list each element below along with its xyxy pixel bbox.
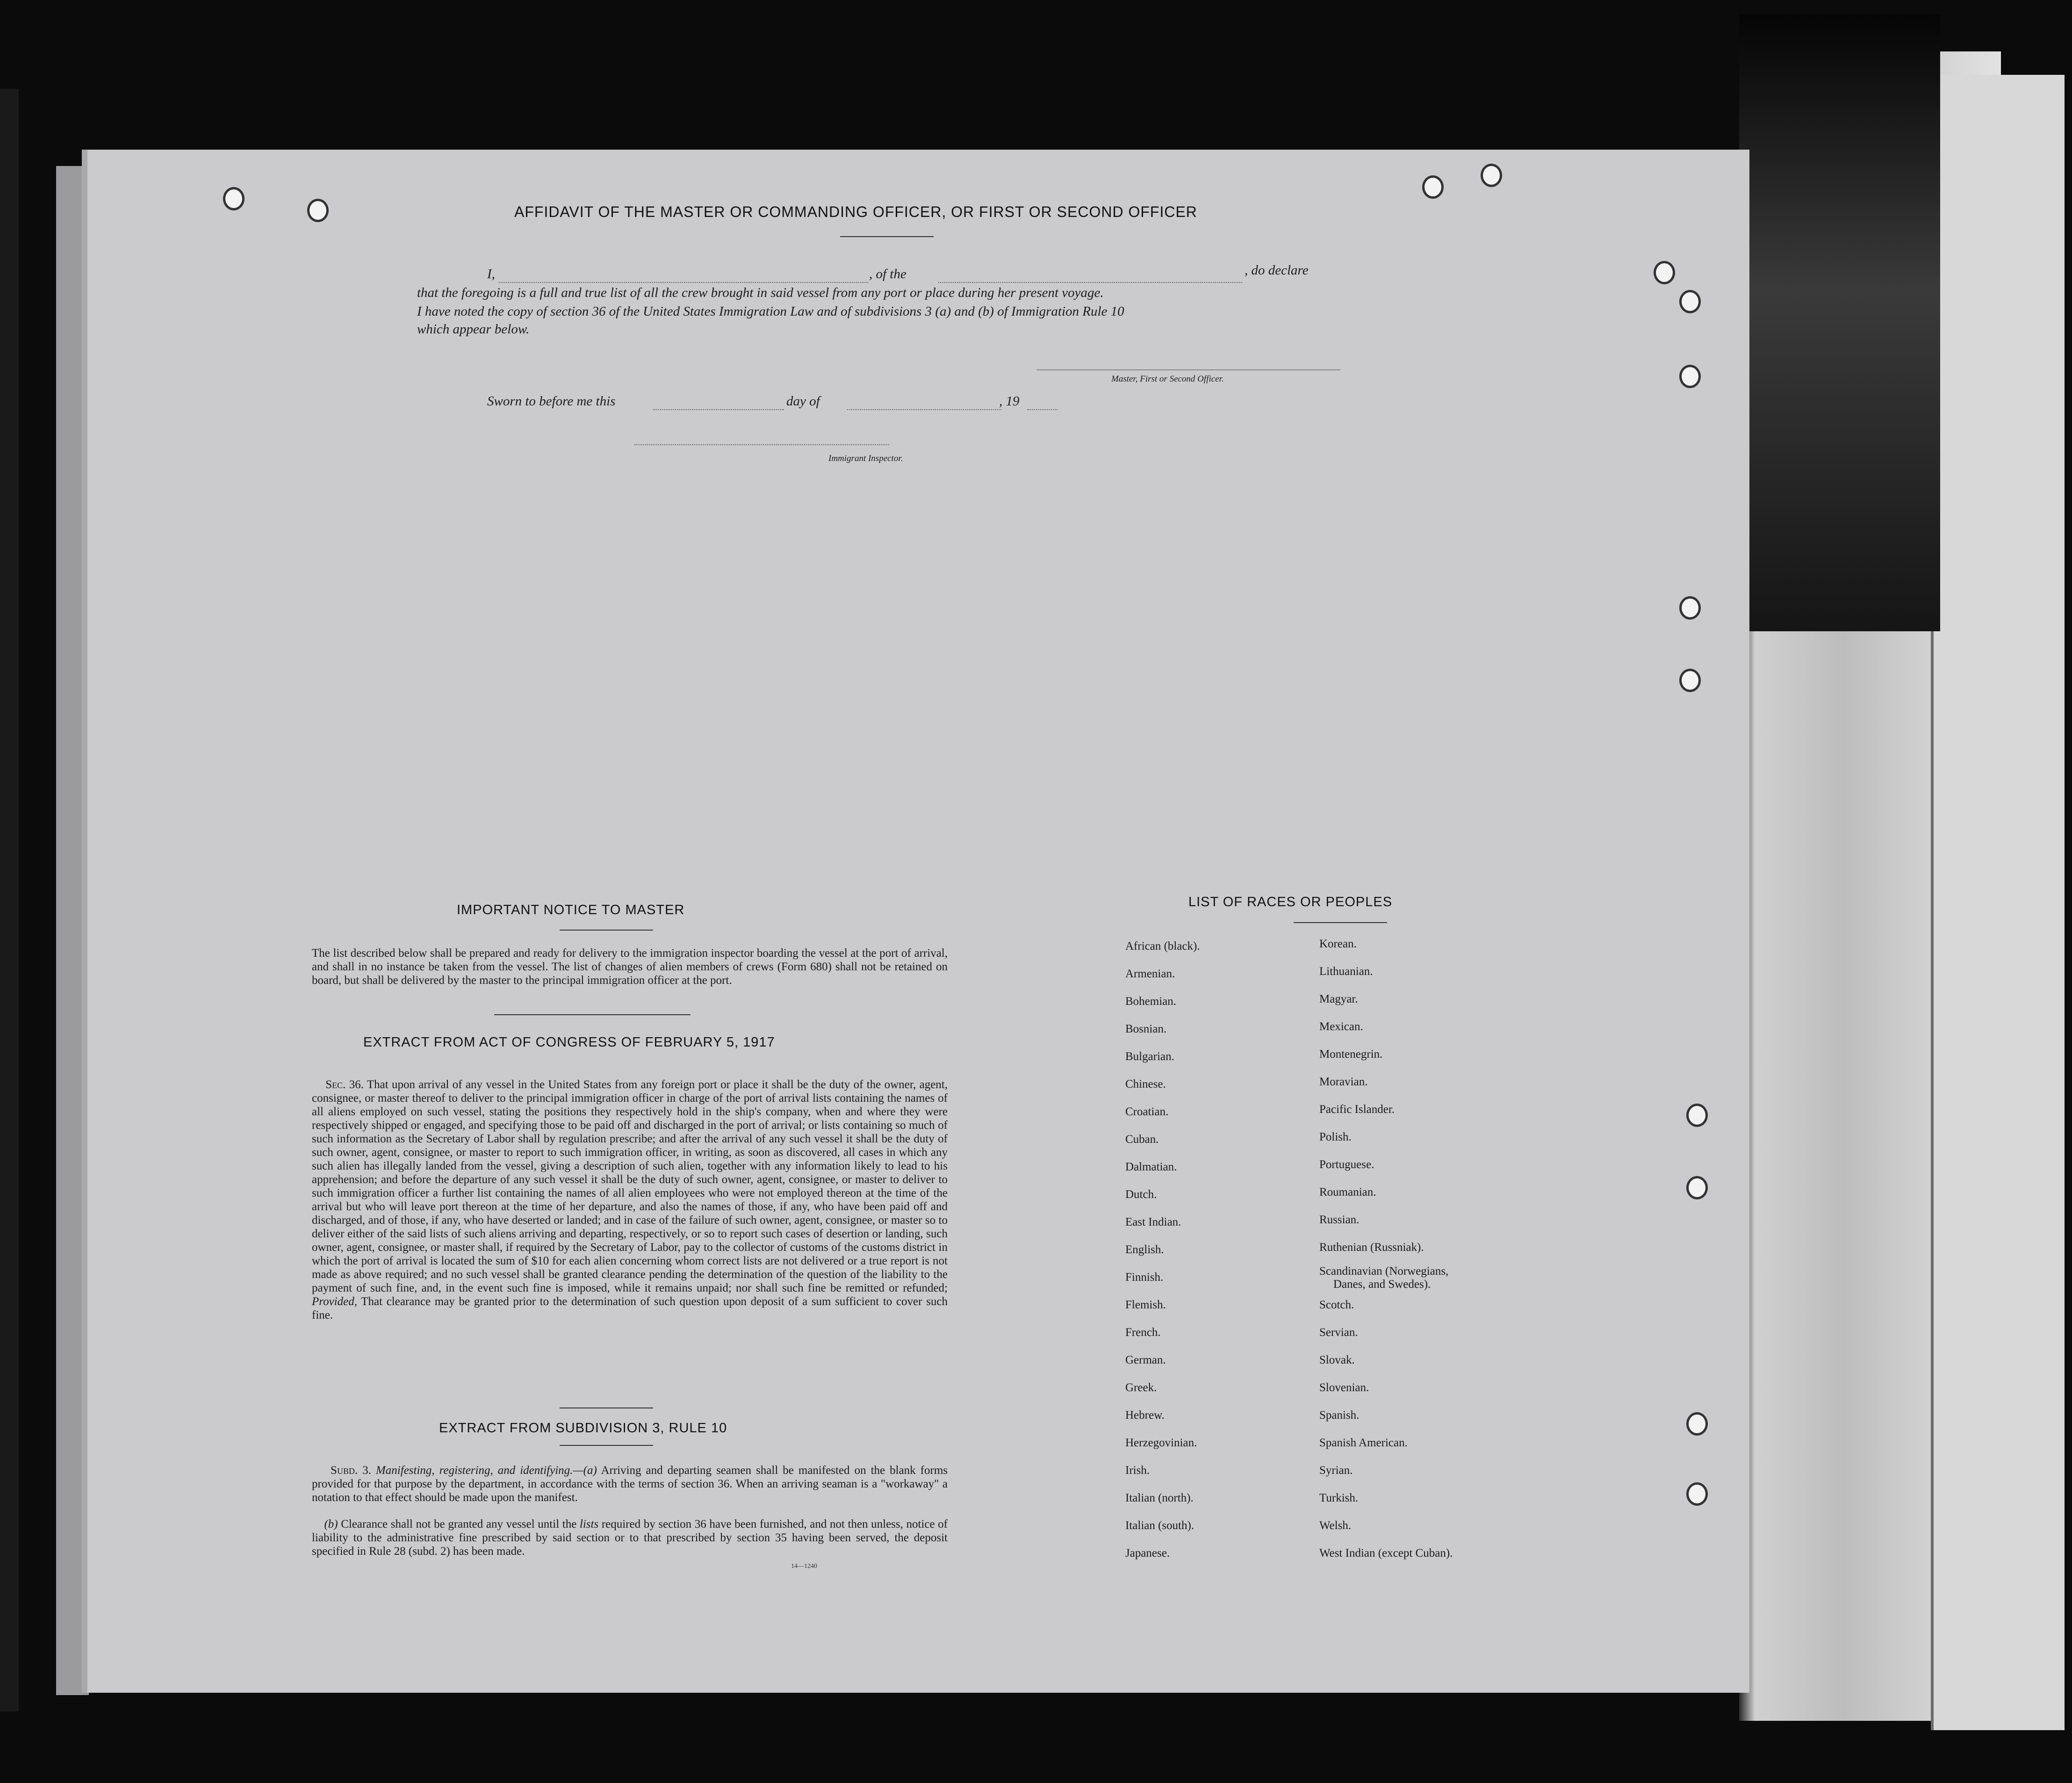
race-item: Roumanian. (1319, 1186, 1376, 1198)
race-item: Moravian. (1319, 1076, 1368, 1088)
affidavit-of-the: , of the (869, 267, 906, 282)
rule-b-label: (b) (324, 1518, 338, 1530)
sworn-prefix: Sworn to before me this (487, 394, 616, 409)
race-item: Cuban. (1125, 1133, 1159, 1146)
act-body-end: That clearance may be granted prior to the determination of such question upon deposit of a sum sufficient to cover such fine. (312, 1295, 948, 1321)
act-provided: Provided, (312, 1295, 357, 1308)
form-number: 14—1240 (791, 1563, 817, 1570)
manifest-page (82, 150, 1749, 1693)
race-item: Servian. (1319, 1326, 1358, 1339)
race-item: Welsh. (1319, 1519, 1352, 1532)
race-item: Slovenian. (1319, 1381, 1369, 1394)
binder-edge (0, 89, 19, 1711)
race-item: Irish. (1125, 1464, 1150, 1477)
race-item: Chinese. (1125, 1078, 1166, 1090)
notice-rule (560, 930, 653, 931)
race-item: Korean. (1319, 938, 1357, 950)
race-item: Portuguese. (1319, 1158, 1374, 1171)
race-item: Ruthenian (Russniak). (1319, 1241, 1424, 1254)
sworn-year-field[interactable] (1027, 409, 1058, 410)
rule-para-b-2: required by section 36 have been furnished, and not then unless, notice of liability to the administrative fine prescribed by said section or to that prescribed by section 35 having been served, the deposit specified in Rule 28 (subd. 2) has been made. (312, 1518, 948, 1558)
race-item: Herzegovinian. (1125, 1437, 1197, 1449)
binder-hole (1679, 596, 1701, 620)
affidavit-i: I, (487, 267, 495, 282)
binder-hole (1679, 669, 1701, 692)
races-rule (1294, 922, 1387, 923)
race-item: Hebrew. (1125, 1409, 1165, 1422)
act-text (312, 1078, 948, 1322)
race-item: Scandinavian (Norwegians, (1319, 1265, 1449, 1278)
affidavit-title: AFFIDAVIT OF THE MASTER OR COMMANDING OFFICER, OR FIRST OR SECOND OFFICER (514, 203, 1197, 220)
binder-hole (1422, 175, 1444, 199)
notice-title: IMPORTANT NOTICE TO MASTER (457, 902, 685, 917)
races-title: LIST OF RACES OR PEOPLES (1188, 895, 1393, 910)
race-item: Syrian. (1319, 1464, 1353, 1477)
notice-divider (494, 1014, 691, 1015)
race-item: Armenian. (1125, 967, 1175, 980)
race-item: Lithuanian. (1319, 965, 1373, 978)
rule-divider (560, 1445, 653, 1446)
race-item: Finnish. (1125, 1271, 1164, 1284)
affidavit-line-2: that the foregoing is a full and true list of all the crew brought in said vessel from any port or place during her present voyage. (417, 285, 1104, 300)
race-item: East Indian. (1125, 1216, 1181, 1228)
adjacent-page-strip (1931, 75, 2065, 1730)
inspector-caption: Immigrant Inspector. (828, 454, 903, 463)
race-item: Dalmatian. (1125, 1161, 1177, 1173)
binder-hole (223, 187, 245, 210)
race-item: Croatian. (1125, 1105, 1169, 1118)
race-item: Spanish. (1319, 1409, 1360, 1422)
binder-hole (1481, 164, 1502, 187)
act-sec-label: Sec. 36. (325, 1078, 364, 1091)
race-item: Slovak. (1319, 1354, 1355, 1366)
master-signature-line[interactable] (1036, 369, 1340, 370)
act-body: That upon arrival of any vessel in the United States from any foreign port or place it shall be the duty of the owner, agent, consignee, or master thereof to deliver to the principal immigration officer in charge of the port of arrival lists containing the names of all aliens employed on such vessel, stating the positions they respectively hold in the ship's company, when and where they were respectively shipped or engaged, and specifying those to be paid off and discharged in the port of arrival; or lists containing so much of such information as the Secretary of Labor shall by regulation prescribe; and after the arrival of any such vessel it shall be the duty of such owner, agent, consignee, or master to report to such immigration officer, in writing, as soon as discovered, all cases in which any such alien has illegally landed from the vessel, giving a description of such alien, together with any information likely to lead to his apprehension; and before the departure of any such vessel it shall be the duty of such owner, agent, consignee, or master to deliver to such immigration officer a further list containing the names of all alien employees who were not employed thereon at the time of the arrival but who will leave port thereon at the time of her departure, and also the names of those, if any, who have been paid off and discharged, and of those, if any, who have deserted or landed; and in case of the failure of such owner, agent, consignee, or master so to deliver either of the said lists of such aliens arriving and departing, respectively, or so to report such cases of desertion or landing, such owner, agent, consignee, or master shall, if required by the Secretary of Labor, pay to the collector of customs of the customs district in which the port of arrival is located the sum of $10 for each alien concerning whom correct lists are not delivered or a true report is not made as above required; and no such vessel shall be granted clearance pending the determination of the question of the liability to the payment of such fine, and, in the event such fine is imposed, while it remains unpaid; nor shall such fine be remitted or refunded; (312, 1078, 948, 1294)
sworn-day-field[interactable] (653, 409, 784, 410)
race-item: Spanish American. (1319, 1437, 1408, 1449)
rule-subd-title: Manifesting, registering, and identifying.—(a) (375, 1464, 597, 1477)
race-item: French. (1125, 1326, 1161, 1339)
act-title: EXTRACT FROM ACT OF CONGRESS OF FEBRUARY 5, 1917 (363, 1035, 775, 1050)
inspector-signature-line[interactable] (634, 444, 889, 445)
race-item: Magyar. (1319, 993, 1358, 1005)
race-item: Dutch. (1125, 1188, 1157, 1201)
race-item: Scotch. (1319, 1299, 1354, 1311)
race-item: English. (1125, 1243, 1164, 1256)
notice-text: The list described below shall be prepared and ready for delivery to the immigration inspector boarding the vessel at the port of arrival, and shall in no instance be taken from the vessel. The list of changes of alien members of crews (Form 680) shall not be retained on board, but shall be delivered by the master to the principal immigration officer at the port. (312, 947, 948, 987)
vessel-field[interactable] (938, 282, 1242, 283)
affidavit-line-4: which appear below. (417, 322, 530, 337)
name-field[interactable] (499, 282, 868, 283)
race-item: West Indian (except Cuban). (1319, 1547, 1453, 1559)
race-item: Italian (north). (1125, 1492, 1194, 1504)
race-item-cont: Danes, and Swedes). (1333, 1278, 1431, 1291)
race-item: Turkish. (1319, 1492, 1359, 1504)
sworn-year-prefix: , 19 (999, 394, 1020, 409)
affidavit-line-3: I have noted the copy of section 36 of the United States Immigration Law and of subdivisions 3 (a) and (b) of Immigration Rule 10 (417, 304, 1124, 319)
binding-shadow (1739, 14, 1940, 631)
race-item: African (black). (1125, 940, 1200, 953)
sworn-day-of: day of (786, 394, 820, 409)
race-item: Flemish. (1125, 1299, 1166, 1311)
binder-hole (1679, 365, 1701, 388)
binder-hole (307, 199, 329, 222)
title-rule (840, 236, 934, 237)
master-caption: Master, First or Second Officer. (1111, 374, 1224, 384)
race-item: German. (1125, 1354, 1166, 1366)
rule-subd-label: Subd. 3. (331, 1464, 371, 1477)
race-item: Japanese. (1125, 1547, 1170, 1559)
race-item: Pacific Islander. (1319, 1103, 1395, 1116)
binder-hole (1686, 1176, 1708, 1199)
rule-para-b-lists: lists (579, 1518, 599, 1530)
binder-hole (1654, 261, 1675, 284)
rule-para-a-text: Arriving and departing seamen shall be manifested on the blank forms provided for that purpose by the department, in accordance with the terms of section 36. When an arriving seaman is a "workaway" a notation to that effect should be made upon the manifest. (312, 1464, 948, 1504)
rule-para-b (312, 1517, 948, 1558)
race-item: Russian. (1319, 1213, 1360, 1226)
race-item: Bosnian. (1125, 1023, 1167, 1035)
race-item: Montenegrin. (1319, 1048, 1383, 1061)
race-item: Italian (south). (1125, 1519, 1194, 1532)
race-item: Mexican. (1319, 1020, 1363, 1033)
race-item: Bohemian. (1125, 995, 1177, 1008)
binder-hole (1686, 1412, 1708, 1436)
rule-para-b-1: Clearance shall not be granted any vessel until the (341, 1518, 577, 1530)
race-item: Polish. (1319, 1131, 1352, 1143)
race-item: Bulgarian. (1125, 1050, 1174, 1063)
rule-para-a (312, 1464, 948, 1504)
race-item: Greek. (1125, 1381, 1157, 1394)
binder-hole (1686, 1482, 1708, 1506)
binder-hole (1679, 290, 1701, 313)
sworn-month-field[interactable] (847, 409, 1001, 410)
rule-title: EXTRACT FROM SUBDIVISION 3, RULE 10 (439, 1421, 727, 1436)
binder-hole (1686, 1104, 1708, 1127)
affidavit-declare: , do declare (1245, 263, 1309, 278)
